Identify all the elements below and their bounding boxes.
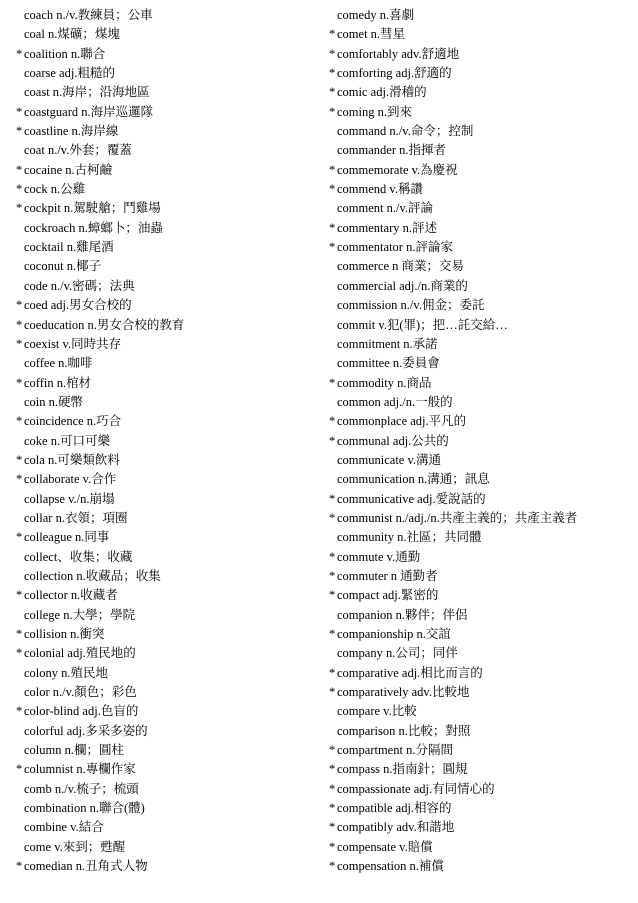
vocabulary-entry [16,548,316,567]
entry-text: commentary n.評述 [337,220,437,235]
entry-text: compartment n.分隔間 [337,743,453,758]
entry-text: comment n./v.評論 [337,201,434,216]
vocabulary-entry [329,509,629,528]
vocabulary-entry [329,625,629,644]
entry-marker: * [329,85,336,100]
vocabulary-entry [329,567,629,586]
entry-text: coat n./v.外套；覆蓋 [24,143,132,158]
entry-marker: * [329,568,336,583]
entry-text: comfortably adv.舒適地 [337,46,460,61]
vocabulary-entry [329,722,629,741]
entry-marker: * [16,762,23,777]
entry-text: commander n.指揮者 [337,143,447,158]
vocabulary-entry [329,257,629,276]
entry-text: coffin n.棺材 [24,375,92,390]
entry-text: code n./v.密碼；法典 [24,278,135,293]
vocabulary-entry [329,83,629,102]
vocabulary-entry [329,103,629,122]
entry-marker: * [16,859,23,874]
vocabulary-entry [16,857,316,876]
entry-marker: * [329,491,336,506]
vocabulary-entry [329,335,629,354]
vocabulary-entry [329,664,629,683]
entry-text: combine v.結合 [24,820,104,835]
entry-text: communicate v.溝通 [337,452,442,467]
entry-marker: * [16,472,23,487]
entry-marker: * [329,182,336,197]
entry-text: cola n.可樂類飲料 [24,452,120,467]
entry-marker: * [329,220,336,235]
entry-text: communist n./adj./n.共產主義的；共產主義者 [337,510,578,525]
vocabulary-entry [329,277,629,296]
entry-marker: * [329,240,336,255]
entry-text: coffee n.咖啡 [24,356,93,371]
entry-marker: * [329,27,336,42]
entry-marker: * [16,414,23,429]
entry-text: committee n.委員會 [337,356,440,371]
entry-marker: * [329,375,336,390]
entry-marker: * [16,530,23,545]
entry-marker: * [16,452,23,467]
vocabulary-entry [329,180,629,199]
vocabulary-entry [329,490,629,509]
vocabulary-entry [16,277,316,296]
entry-marker: * [329,433,336,448]
vocabulary-entry [16,509,316,528]
vocabulary-entry [329,586,629,605]
entry-text: common adj./n.一般的 [337,394,453,409]
entry-text: cockroach n.蟑螂卜；油蟲 [24,220,163,235]
entry-marker: * [329,820,336,835]
vocabulary-entry [329,470,629,489]
vocabulary-entry [329,528,629,547]
entry-text: community n.社區；共同體 [337,530,482,545]
entry-text: coconut n.椰子 [24,259,102,274]
entry-text: collection n.收藏品；收集 [24,568,161,583]
entry-marker: * [329,859,336,874]
entry-text: coal n.煤礦；煤塊 [24,27,120,42]
entry-text: coming n.到來 [337,104,412,119]
vocabulary-entry [16,257,316,276]
entry-text: cocktail n.雞尾酒 [24,240,114,255]
entry-marker: * [329,627,336,641]
entry-text: commute v.通勤 [337,549,421,564]
vocabulary-entry [329,45,629,64]
vocabulary-entry [329,799,629,818]
vocabulary-entry [329,122,629,141]
vocabulary-entry [16,393,316,412]
vocabulary-entry [16,780,316,799]
entry-text: collapse v./n.崩塌 [24,491,115,506]
vocabulary-entry [16,219,316,238]
entry-text: collector n.收藏者 [24,588,118,603]
entry-marker: * [16,298,23,313]
entry-text: cockpit n.駕駛艙；鬥雞場 [24,201,161,216]
vocabulary-entry [16,199,316,218]
entry-marker: * [329,46,336,61]
entry-text: commentator n.評論家 [337,240,453,255]
vocabulary-entry [16,335,316,354]
entry-text: colorful adj.多采多姿的 [24,723,148,738]
vocabulary-entry [329,702,629,721]
entry-marker: * [16,336,23,351]
entry-marker: * [16,375,23,390]
entry-text: commonplace adj.平凡的 [337,414,467,429]
entry-text: company n.公司；同伴 [337,646,458,661]
vocabulary-entry [329,644,629,663]
vocabulary-entry [329,64,629,83]
entry-text: commodity n.商品 [337,375,432,390]
vocabulary-entry [329,354,629,373]
entry-text: comb n./v.梳子；梳頭 [24,781,139,796]
entry-text: commuter n 通勤者 [337,568,438,583]
entry-marker: * [329,104,336,119]
vocabulary-entry [16,818,316,837]
vocabulary-entry [16,664,316,683]
entry-text: command n./v.命令；控制 [337,124,474,139]
entry-text: cocaine n.古柯鹼 [24,162,113,177]
entry-text: comic adj.滑稽的 [337,85,427,100]
entry-text: compensation n.補償 [337,859,444,874]
vocabulary-entry [16,45,316,64]
entry-text: communication n.溝通；訊息 [337,472,490,487]
entry-text: compensate v.賠償 [337,839,433,854]
entry-marker: * [329,510,336,525]
entry-marker: * [329,762,336,777]
vocabulary-entry [329,296,629,315]
vocabulary-entry [329,857,629,876]
entry-marker: * [329,801,336,816]
entry-text: commit v.犯(罪)；把…託交給… [337,317,508,332]
vocabulary-entry [329,838,629,857]
entry-text: comet n.彗星 [337,27,406,42]
entry-marker: * [16,627,23,641]
vocabulary-entry [329,432,629,451]
entry-text: colonial adj.殖民地的 [24,646,136,661]
entry-text: college n.大學；學院 [24,607,136,622]
vocabulary-entry [16,606,316,625]
vocabulary-entry [16,683,316,702]
entry-text: comedy n.喜劇 [337,8,415,22]
entry-text: compact adj.緊密的 [337,588,439,603]
entry-marker: * [16,704,23,719]
entry-text: colony n.殖民地 [24,665,109,680]
vocabulary-entry [16,567,316,586]
entry-marker: * [329,685,336,700]
entry-text: coalition n.聯合 [24,46,106,61]
entry-text: coastline n.海岸線 [24,124,119,139]
vocabulary-entry [329,141,629,160]
entry-marker: * [16,46,23,61]
entry-text: companionship n.交誼 [337,627,451,641]
vocabulary-entry [16,180,316,199]
vocabulary-entry [16,6,316,25]
entry-text: commerce n 商業；交易 [337,259,465,274]
vocabulary-entry [329,818,629,837]
vocabulary-entry [16,625,316,644]
vocabulary-entry [329,393,629,412]
vocabulary-entry [16,760,316,779]
entry-marker: * [329,549,336,564]
vocabulary-entry [16,412,316,431]
vocabulary-entry [16,374,316,393]
entry-text: coach n./v.教練員；公車 [24,8,153,22]
vocabulary-column-right [329,6,629,876]
vocabulary-entry [16,64,316,83]
vocabulary-entry [16,722,316,741]
entry-text: compassionate adj.有同情心的 [337,781,495,796]
vocabulary-entry [16,354,316,373]
entry-marker: * [16,646,23,661]
entry-text: comedian n.丑角式人物 [24,859,148,874]
vocabulary-entry [329,25,629,44]
entry-text: column n.欄；圓柱 [24,743,124,758]
vocabulary-entry [16,238,316,257]
entry-text: come v.來到；甦醒 [24,839,126,854]
vocabulary-entry [16,141,316,160]
entry-marker: * [16,162,23,177]
entry-text: communicative adj.愛說話的 [337,491,486,506]
entry-text: coin n.硬幣 [24,394,84,409]
entry-text: color n./v.顏色；彩色 [24,685,137,700]
vocabulary-entry [329,606,629,625]
vocabulary-entry [329,741,629,760]
entry-text: collar n.衣領；項圈 [24,510,128,525]
vocabulary-entry [16,316,316,335]
vocabulary-entry [16,83,316,102]
vocabulary-entry [16,702,316,721]
entry-marker: * [329,162,336,177]
entry-text: compatibly adv.和諧地 [337,820,455,835]
entry-text: cock n.公雞 [24,182,86,197]
entry-text: coincidence n.巧合 [24,414,122,429]
vocabulary-entry [16,838,316,857]
vocabulary-entry [16,586,316,605]
entry-text: communal adj.公共的 [337,433,449,448]
vocabulary-entry [329,199,629,218]
entry-marker: * [329,743,336,758]
entry-text: coast n.海岸；沿海地區 [24,85,150,100]
entry-text: commission n./v.佣金；委託 [337,298,485,313]
vocabulary-entry [16,25,316,44]
entry-text: compatible adj.相容的 [337,801,452,816]
entry-marker: * [329,414,336,429]
entry-text: coarse adj.粗糙的 [24,66,115,81]
entry-text: collaborate v.合作 [24,472,117,487]
entry-text: coastguard n.海岸巡邏隊 [24,104,154,119]
entry-marker: * [16,201,23,216]
entry-text: collision n.衝突 [24,627,105,641]
vocabulary-entry [329,760,629,779]
entry-text: commitment n.承諾 [337,336,438,351]
entry-text: commend v.稱讚 [337,182,423,197]
entry-text: compare v.比較 [337,704,417,719]
vocabulary-entry [329,219,629,238]
vocabulary-entry [16,490,316,509]
entry-marker: * [329,66,336,81]
entry-text: color-blind adj.色盲的 [24,704,139,719]
vocabulary-entry [329,161,629,180]
vocabulary-entry [329,238,629,257]
vocabulary-entry [16,161,316,180]
entry-marker: * [16,182,23,197]
entry-marker: * [16,317,23,332]
entry-text: comparatively adv.比較地 [337,685,470,700]
vocabulary-entry [16,296,316,315]
vocabulary-entry [329,6,629,25]
vocabulary-entry [329,780,629,799]
vocabulary-entry [16,741,316,760]
entry-text: combination n.聯合(體) [24,801,145,816]
entry-marker: * [16,124,23,139]
vocabulary-entry [329,412,629,431]
entry-marker: * [329,839,336,854]
vocabulary-entry [16,799,316,818]
vocabulary-entry [329,451,629,470]
vocabulary-entry [329,683,629,702]
vocabulary-entry [16,432,316,451]
entry-text: companion n.夥伴；伴侶 [337,607,468,622]
vocabulary-column-left [16,6,316,876]
vocabulary-entry [16,528,316,547]
entry-marker: * [16,588,23,603]
entry-text: commemorate v.為慶祝 [337,162,458,177]
entry-text: coed adj.男女合校的 [24,298,132,313]
entry-marker: * [329,781,336,796]
entry-text: coeducation n.男女合校的教育 [24,317,185,332]
entry-marker: * [329,588,336,603]
entry-text: coke n.可口可樂 [24,433,111,448]
entry-text: columnist n.專欄作家 [24,762,136,777]
vocabulary-entry [16,103,316,122]
vocabulary-entry [329,374,629,393]
vocabulary-entry [16,451,316,470]
vocabulary-entry [329,548,629,567]
vocabulary-entry [329,316,629,335]
entry-text: comparison n.比較；對照 [337,723,471,738]
entry-text: collect、收集；收藏 [24,549,133,564]
entry-text: compass n.指南針；圓規 [337,762,468,777]
entry-marker: * [16,104,23,119]
entry-text: coexist v.同時共存 [24,336,122,351]
entry-text: commercial adj./n.商業的 [337,278,468,293]
vocabulary-entry [16,644,316,663]
entry-text: colleague n.同事 [24,530,110,545]
vocabulary-entry [16,470,316,489]
entry-text: comparative adj.相比而言的 [337,665,483,680]
vocabulary-entry [16,122,316,141]
entry-text: comforting adj.舒適的 [337,66,452,81]
entry-marker: * [329,665,336,680]
